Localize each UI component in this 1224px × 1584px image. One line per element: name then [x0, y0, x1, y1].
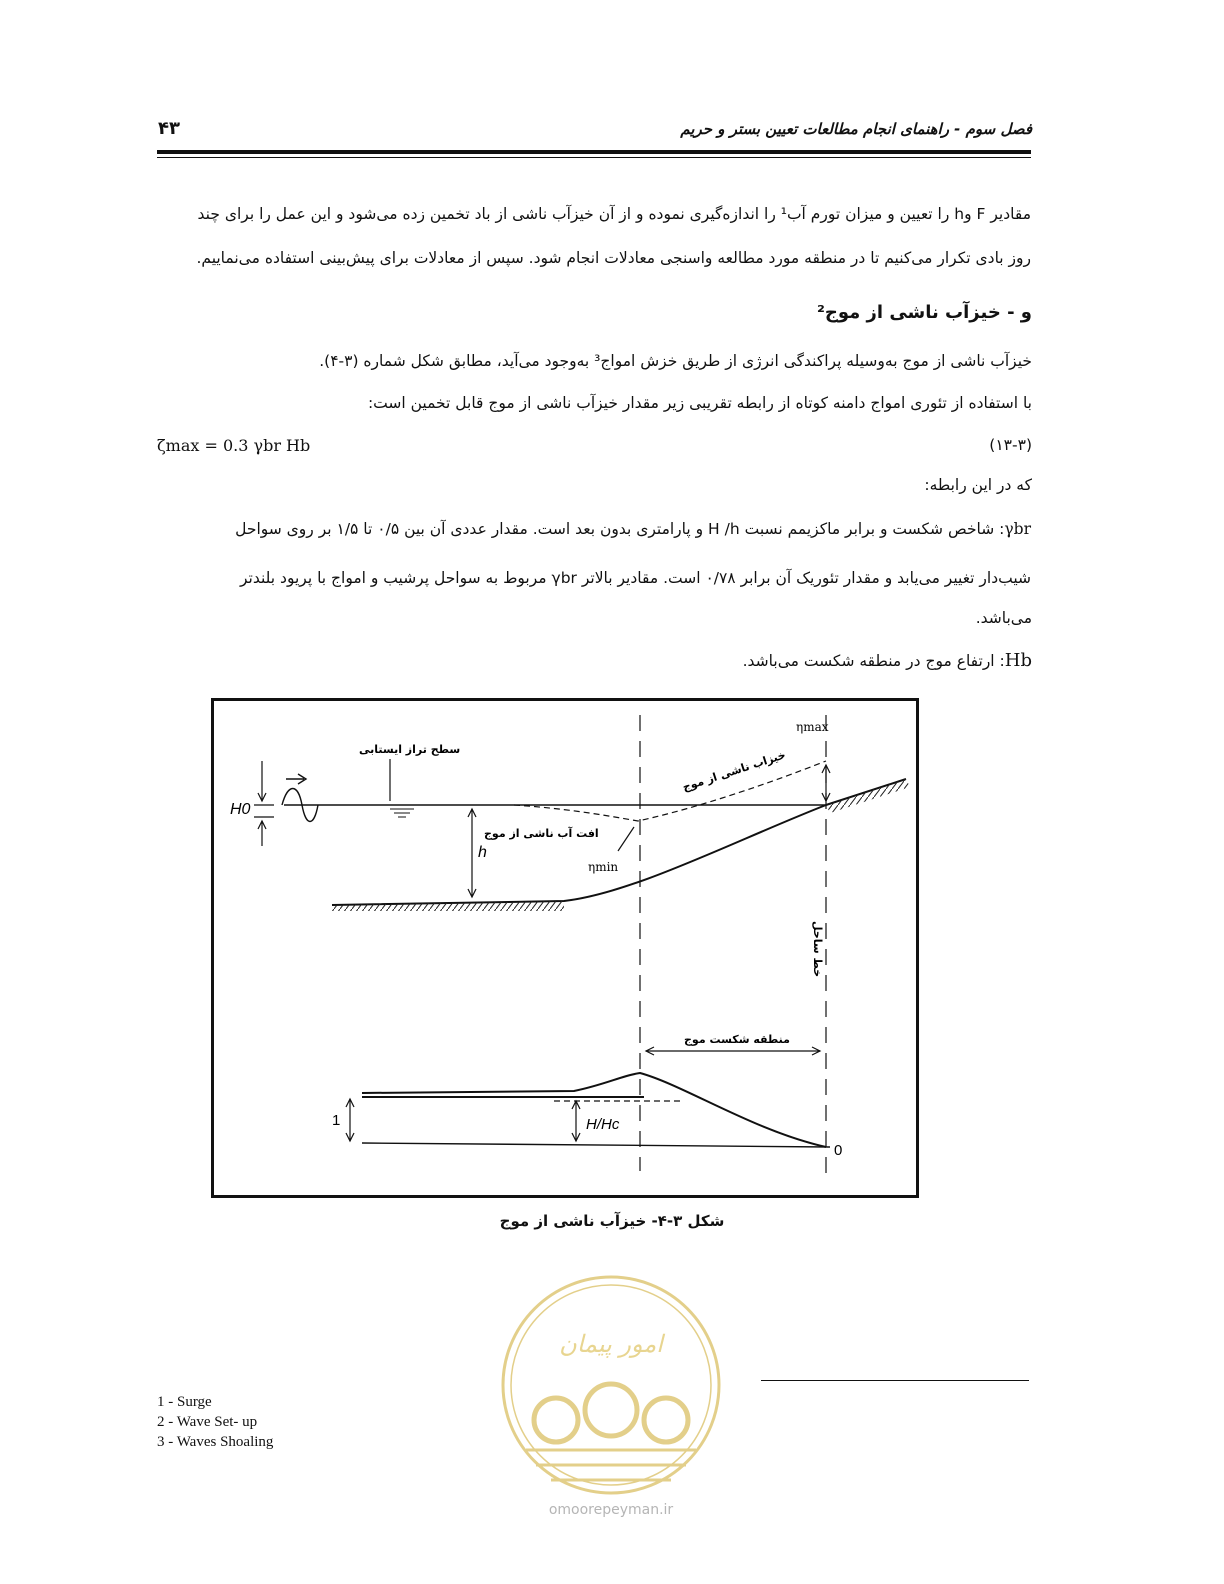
watermark-text: امور پیمان — [559, 1330, 663, 1358]
header-rule-thick — [157, 150, 1031, 154]
equation-number: (۱۳-۳) — [989, 436, 1032, 454]
shoreline-label: خط ساحل — [811, 921, 824, 978]
gamma-definition-line-1: γbr: شاخص شکست و برابر ماکزیمم نسبت H /h و پارامتری بدون بعد است. مقدار عددی آن بین ۰/۵ تا ۱/۵ بر روی سواحل — [235, 520, 1031, 538]
mean-water-level-curve — [514, 761, 826, 821]
hb-definition: Hb: ارتفاع موج در منطقه شکست می‌باشد. — [742, 650, 1032, 671]
intro-line-1: مقادیر F وh را تعیین و میزان تورم آب¹ را اندازه‌گیری نموده و از آن خیزآب ناشی از باد تخمین زده می‌شود و این عمل را برای چند — [197, 205, 1031, 223]
footnote-3: 3 - Waves Shoaling — [157, 1434, 274, 1450]
gamma-definition-line-2: شیب‌دار تغییر می‌یابد و مقدار تئوریک آن برابر ۰/۷۸ است. مقادیر بالاتر γbr مربوط به سواحل پرشیب و امواج با پریود بلندتر — [240, 569, 1031, 587]
figure-diagram — [214, 701, 916, 1195]
still-water-label: سطح تراز ایستابی — [359, 743, 461, 756]
ratio-one-label: 1 — [332, 1112, 341, 1129]
section-paragraph-1: خیزآب ناشی از موج به‌وسیله پراکندگی انرژی از طریق خزش امواج³ به‌وجود می‌آید، مطابق شکل شماره (۳-۴). — [319, 352, 1032, 370]
footnote-1: 1 - Surge — [157, 1394, 212, 1410]
section-heading: و - خیزآب ناشی از موج² — [816, 302, 1032, 323]
watermark-url: omoorepeyman.ir — [548, 1502, 674, 1518]
gamma-symbol: γbr — [1004, 520, 1031, 538]
footnote-rule — [761, 1380, 1029, 1381]
eta-min-label: ηmin — [588, 860, 619, 874]
page-number: ۴۳ — [158, 118, 180, 139]
setdown-label: افت آب ناشی از موج — [484, 827, 599, 840]
height-ratio-curve — [362, 1073, 826, 1147]
header-rule-thin — [157, 157, 1031, 158]
intro-line-2: روز بادی تکرار می‌کنیم تا در منطقه مورد مطالعه واسنجی معادلات انجام شود. سپس از معادلات برای پیش‌بینی استفاده می‌نماییم. — [196, 249, 1031, 267]
seabed-profile — [332, 779, 906, 905]
section-paragraph-2: با استفاده از تئوری امواج دامنه کوتاه از رابطه تقریبی زیر مقدار خیزآب ناشی از موج قابل تخمین است: — [367, 394, 1032, 412]
gamma-definition-line-3: می‌باشد. — [975, 609, 1032, 627]
footnotes — [157, 1392, 273, 1452]
H0-label: H0 — [230, 801, 251, 818]
watermark-logo — [496, 1270, 726, 1520]
equation: ζmax = 0.3 γbr Hb — [157, 436, 311, 455]
height-ratio-zero-line — [362, 1143, 830, 1147]
depth-h-label: h — [478, 844, 487, 861]
wave-setup-figure — [211, 698, 919, 1198]
footnote-2: 2 - Wave Set- up — [157, 1414, 258, 1430]
figure-caption: شکل ۳-۴- خیزآب ناشی از موج — [499, 1212, 725, 1230]
eta-max-label: ηmax — [796, 720, 829, 734]
setup-label: خیزاب ناشی از موج — [680, 748, 788, 794]
breaking-zone-label: منطقه شکست موج — [684, 1033, 790, 1046]
ratio-label: H/Hc — [586, 1116, 620, 1133]
ratio-zero-label: 0 — [834, 1142, 843, 1159]
wave-direction-arrow — [286, 774, 306, 784]
hb-symbol: Hb — [1004, 650, 1032, 671]
where-text: که در این رابطه: — [924, 476, 1032, 494]
chapter-header-title: فصل سوم - راهنمای انجام مطالعات تعیین بستر و حریم — [680, 120, 1032, 138]
